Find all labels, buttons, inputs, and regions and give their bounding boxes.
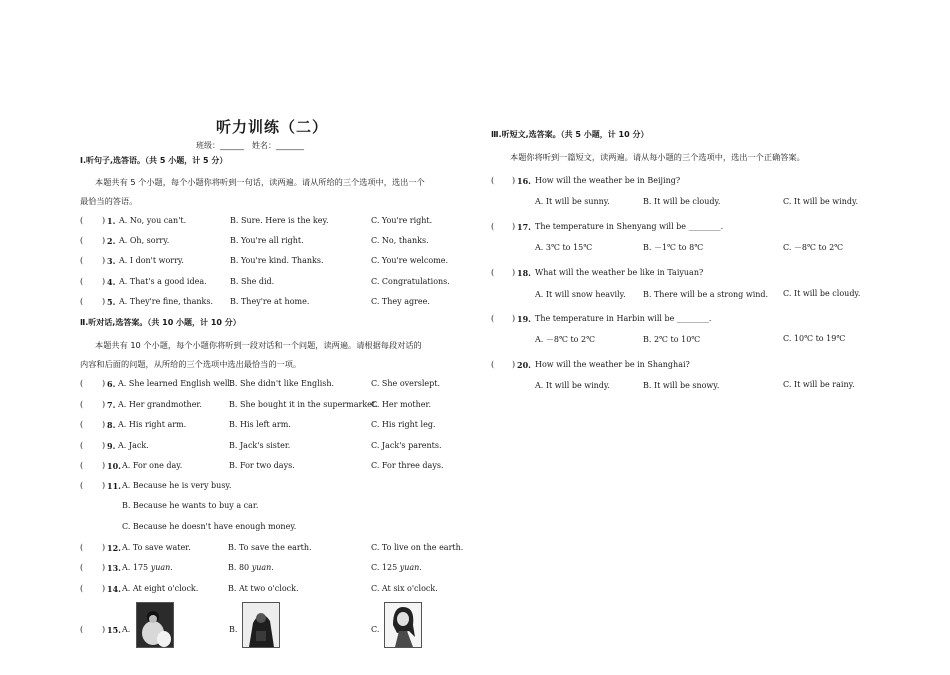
page-title: 听力训练（二） [216,118,329,136]
answer-paren-close[interactable]: ) [102,543,106,552]
section1-instruction-1: 本题共有 5 个小题，每个小题你将听到一句话，读两遍。请从所给的三个选项中，选出一个 [95,177,425,187]
option-b: B. 80 yuan. [228,563,274,572]
answer-paren-open[interactable]: ( [80,625,84,634]
question-number: 15. [107,625,121,635]
option-c: C. She overslept. [371,379,441,388]
option-b: B. It will be snowy. [643,381,720,390]
answer-paren-close[interactable]: ) [102,441,106,450]
answer-paren-close[interactable]: ) [512,176,516,185]
class-name-line: 班级：______ 姓名：_______ [196,141,304,150]
answer-paren-open[interactable]: ( [80,236,84,245]
answer-paren-open[interactable]: ( [80,379,84,388]
answer-paren-close[interactable]: ) [512,314,516,323]
answer-paren-close[interactable]: ) [102,400,106,409]
option-b: B. She bought it in the supermarket. [229,400,378,409]
option-a: A. She learned English well. [118,379,233,388]
question-number: 1. [107,216,116,226]
option-c: C. You're welcome. [371,256,449,265]
answer-paren-open[interactable]: ( [80,563,84,572]
question-number: 16. [517,176,531,186]
answer-paren-open[interactable]: ( [491,176,495,185]
answer-paren-close[interactable]: ) [102,584,106,593]
question-number: 2. [107,236,116,246]
option-a: A. That's a good idea. [119,277,207,286]
option-a: A. It will be windy. [535,381,610,390]
question-number: 11. [107,481,121,491]
answer-paren-open[interactable]: ( [491,222,495,231]
option-b: B. There will be a strong wind. [643,290,769,299]
option-c: C. It will be rainy. [783,380,855,389]
answer-paren-close[interactable]: ) [102,236,106,245]
option-a: A. It will snow heavily. [535,290,626,299]
answer-paren-close[interactable]: ) [102,420,106,429]
option-a: A. For one day. [122,461,183,470]
answer-paren-close[interactable]: ) [102,563,106,572]
photo-option-a [136,602,174,648]
answer-paren-open[interactable]: ( [80,277,84,286]
photo-c-image [385,603,421,647]
question-number: 3. [107,256,116,266]
option-a-label: A. [122,625,131,634]
question-text: How will the weather be in Shanghai? [535,360,690,369]
option-c: C. It will be cloudy. [783,289,861,298]
question-number: 19. [517,314,531,324]
option-c: C. It will be windy. [783,197,858,206]
answer-paren-open[interactable]: ( [80,216,84,225]
option-a: A. Oh, sorry. [119,236,170,245]
option-b: B. You're kind. Thanks. [230,256,324,265]
option-a: A. They're fine, thanks. [119,297,213,306]
photo-b-image [243,603,279,647]
option-c: C. At six o'clock. [371,584,438,593]
answer-paren-open[interactable]: ( [80,400,84,409]
option-b: B. They're at home. [230,297,310,306]
answer-paren-open[interactable]: ( [80,481,84,490]
option-c: C. －8℃ to 2℃ [783,243,844,252]
option-a: A. No, you can't. [119,216,187,225]
photo-option-c [384,602,422,648]
option-c: C. Because he doesn't have enough money. [122,522,297,531]
answer-paren-open[interactable]: ( [491,314,495,323]
option-a: A. 175 yuan. [122,563,173,572]
section2-instruction-2: 内容和后面的问题，从所给的三个选项中选出最恰当的一项。 [80,359,302,369]
answer-paren-open[interactable]: ( [491,268,495,277]
option-c: C. 125 yuan. [371,563,422,572]
option-c: C. They agree. [371,297,430,306]
option-a: A. Because he is very busy. [122,481,232,490]
option-c: C. To live on the earth. [371,543,464,552]
option-b: B. For two days. [229,461,295,470]
option-c: C. You're right. [371,216,433,225]
photo-option-b [242,602,280,648]
option-c-label: C. [371,625,380,634]
answer-paren-close[interactable]: ) [102,481,106,490]
option-b: B. Sure. Here is the key. [230,216,329,225]
answer-paren-close[interactable]: ) [102,277,106,286]
option-b: B. She didn't like English. [229,379,335,388]
answer-paren-close[interactable]: ) [102,256,106,265]
option-a: A. To save water. [122,543,191,552]
question-text: How will the weather be in Beijing? [535,176,681,185]
option-b: B. You're all right. [230,236,304,245]
question-text: The temperature in Shenyang will be ________. [535,222,724,231]
answer-paren-open[interactable]: ( [80,297,84,306]
question-number: 5. [107,297,116,307]
option-a: A. －8℃ to 2℃ [535,335,596,344]
option-b: B. At two o'clock. [228,584,299,593]
answer-paren-close[interactable]: ) [102,297,106,306]
option-b: B. Jack's sister. [229,441,291,450]
answer-paren-open[interactable]: ( [80,461,84,470]
question-text: The temperature in Harbin will be ________. [535,314,712,323]
section3-instruction: 本题你将听到一篇短文，读两遍。请从每小题的三个选项中，选出一个正确答案。 [510,152,805,162]
section2-heading: Ⅱ.听对话,选答案。（共 10 小题，计 10 分） [80,318,241,327]
answer-paren-close[interactable]: ) [512,268,516,277]
question-number: 18. [517,268,531,278]
answer-paren-close[interactable]: ) [512,360,516,369]
answer-paren-open[interactable]: ( [80,584,84,593]
answer-paren-open[interactable]: ( [80,543,84,552]
option-a: A. 3℃ to 15℃ [535,243,593,252]
question-number: 6. [107,379,116,389]
question-number: 7. [107,400,116,410]
answer-paren-open[interactable]: ( [80,420,84,429]
question-number: 8. [107,420,116,430]
question-number: 13. [107,563,121,573]
option-a: A. I don't worry. [119,256,184,265]
answer-paren-open[interactable]: ( [80,441,84,450]
option-b: B. To save the earth. [228,543,312,552]
section2-instruction-1: 本题共有 10 个小题，每个小题你将听到一段对话和一个问题，读两遍。请根据每段对话的 [95,340,422,350]
option-a: A. Her grandmother. [118,400,202,409]
option-a: A. His right arm. [118,420,187,429]
option-a: A. It will be sunny. [535,197,610,206]
section1-instruction-2: 最恰当的答语。 [80,196,138,206]
option-b: B. Because he wants to buy a car. [122,501,259,510]
question-number: 17. [517,222,531,232]
answer-paren-close[interactable]: ) [102,216,106,225]
option-c: C. Her mother. [371,400,431,409]
option-a: A. Jack. [118,441,149,450]
question-number: 20. [517,360,531,370]
question-number: 12. [107,543,121,553]
answer-paren-close[interactable]: ) [102,625,106,634]
option-b: B. －1℃ to 8℃ [643,243,704,252]
photo-a-image [137,603,173,647]
answer-paren-close[interactable]: ) [102,379,106,388]
option-b: B. His left arm. [229,420,291,429]
option-c: C. Jack's parents. [371,441,442,450]
section1-heading: Ⅰ.听句子,选答语。（共 5 小题，计 5 分） [80,156,228,165]
section3-heading: Ⅲ.听短文,选答案。（共 5 小题，计 10 分） [491,130,649,139]
question-number: 10. [107,461,121,471]
option-b: B. She did. [230,277,275,286]
option-b: B. 2℃ to 10℃ [643,335,701,344]
option-c: C. 10℃ to 19℃ [783,334,846,343]
question-number: 9. [107,441,116,451]
option-c: C. Congratulations. [371,277,450,286]
option-b: B. It will be cloudy. [643,197,721,206]
answer-paren-open[interactable]: ( [491,360,495,369]
option-b-label: B. [229,625,238,634]
option-c: C. For three days. [371,461,444,470]
option-c: C. His right leg. [371,420,436,429]
answer-paren-open[interactable]: ( [80,256,84,265]
answer-paren-close[interactable]: ) [102,461,106,470]
option-c: C. No, thanks. [371,236,429,245]
question-text: What will the weather be like in Taiyuan? [535,268,704,277]
answer-paren-close[interactable]: ) [512,222,516,231]
option-a: A. At eight o'clock. [122,584,199,593]
question-number: 4. [107,277,116,287]
question-number: 14. [107,584,121,594]
